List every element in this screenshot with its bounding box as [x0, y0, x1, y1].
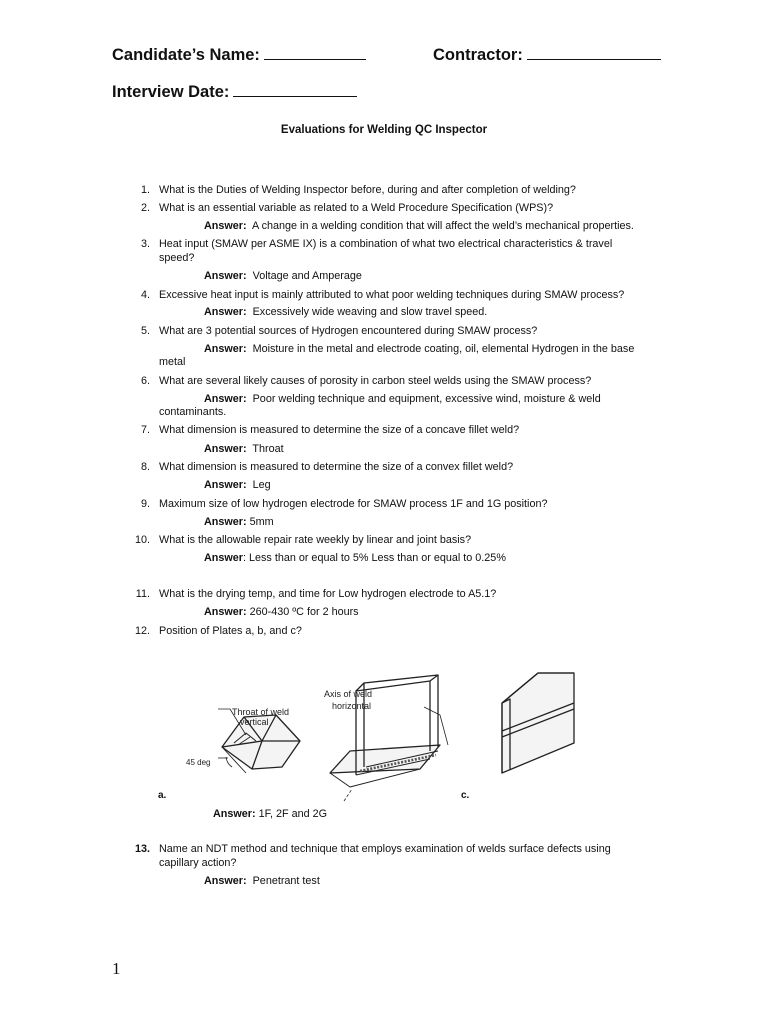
answer-label: Answer:: [204, 516, 247, 528]
answer-8: [204, 479, 271, 493]
answer-10: [204, 552, 506, 566]
answer-7: [204, 443, 284, 457]
question-number: 10.: [134, 534, 150, 546]
answer-text: 5mm: [249, 516, 274, 528]
answer-text: Leg: [252, 479, 271, 491]
interview-date-field: [112, 83, 357, 102]
answer-label: Answer:: [204, 606, 247, 618]
answer-label: Answer:: [204, 270, 247, 282]
answer-5: [204, 343, 634, 357]
question-number: 13.: [134, 843, 150, 855]
weld-position-figure: [0, 655, 768, 805]
interview-date-label: Interview Date:: [112, 83, 230, 101]
question-text: What is the Duties of Welding Inspector before, during and after completion of welding?: [159, 184, 576, 196]
answer-text: A change in a welding condition that will affect the weld’s mechanical properties.: [252, 220, 634, 232]
answer-label: Answer:: [204, 343, 247, 355]
question-number: 9.: [140, 498, 150, 510]
axis-label-1: Axis of weld: [324, 689, 373, 699]
candidate-name-blank: [264, 58, 366, 60]
answer-label: Answer: [204, 552, 244, 564]
question-number: 11.: [135, 588, 150, 600]
answer-5-continued: metal: [159, 356, 186, 368]
answer-text: 1F, 2F and 2G: [258, 808, 328, 820]
page-title: Evaluations for Welding QC Inspector: [280, 124, 488, 136]
answer-text: Voltage and Amperage: [252, 270, 362, 282]
answer-6-continued: contaminants.: [159, 406, 227, 418]
question-text: Heat input (SMAW per ASME IX) is a combination of what two electrical characteristics & travel speed?: [159, 238, 613, 264]
throat-label-2: vertical: [240, 717, 269, 727]
question-number: 2.: [140, 202, 150, 214]
question-text: What dimension is measured to determine the size of a convex fillet weld?: [159, 461, 514, 473]
answer-2: [204, 220, 634, 234]
question-number: 7.: [140, 424, 150, 436]
answer-6: [204, 393, 601, 407]
question-text: Position of Plates a, b, and c?: [159, 625, 302, 637]
question-text: Name an NDT method and technique that employs examination of welds surface defects using capillary action?: [159, 843, 611, 869]
question-number: 8.: [140, 461, 150, 473]
answer-text: Poor welding technique and equipment, excessive wind, moisture & weld: [252, 393, 601, 405]
answer-label: Answer:: [204, 443, 247, 455]
answer-text: Excessively wide weaving and slow travel speed.: [252, 306, 488, 318]
figure-label-a: a.: [158, 790, 167, 801]
question-text: What are 3 potential sources of Hydrogen encountered during SMAW process?: [159, 325, 538, 337]
answer-9: [204, 516, 274, 530]
throat-label-1: Throat of weld: [232, 707, 290, 717]
question-number: 4.: [140, 289, 150, 301]
answer-label: Answer:: [204, 393, 247, 405]
question-number: 3.: [140, 238, 150, 250]
answer-label: Answer:: [204, 306, 247, 318]
answer-11: [204, 606, 359, 620]
question-text: Maximum size of low hydrogen electrode for SMAW process 1F and 1G position?: [159, 498, 548, 510]
candidate-name-field: [112, 46, 366, 65]
answer-3: [204, 270, 362, 284]
answer-text: Penetrant test: [252, 875, 320, 887]
question-text: Excessive heat input is mainly attributed to what poor welding techniques during SMAW process?: [159, 289, 625, 301]
answer-text: : Less than or equal to 5% Less than or equal to 0.25%: [243, 552, 506, 564]
contractor-blank: [527, 58, 661, 60]
plate-c-groove-2g: [502, 673, 574, 773]
answer-12: [213, 808, 327, 822]
axis-label-2: horizontal: [332, 701, 372, 711]
interview-date-blank: [233, 95, 357, 97]
answer-4: [204, 306, 487, 320]
answer-label: Answer:: [204, 479, 247, 491]
question-text: What is the drying temp, and time for Low hydrogen electrode to A5.1?: [159, 588, 497, 600]
answer-text: Moisture in the metal and electrode coating, oil, elemental Hydrogen in the base: [252, 343, 635, 355]
question-number: 1.: [140, 184, 150, 196]
answer-text: 260-430 ºC for 2 hours: [249, 606, 359, 618]
question-text: What are several likely causes of porosity in carbon steel welds using the SMAW process?: [159, 375, 592, 387]
question-number: 12.: [134, 625, 150, 637]
figure-label-c: c.: [461, 790, 470, 801]
question-number: 6.: [140, 375, 150, 387]
question-number: 5.: [140, 325, 150, 337]
answer-13: [204, 875, 320, 889]
answer-text: Throat: [252, 443, 284, 455]
contractor-label: Contractor:: [433, 46, 523, 64]
page-number: 1: [112, 959, 121, 978]
answer-label: Answer:: [213, 808, 256, 820]
contractor-field: [433, 46, 661, 65]
question-text: What is an essential variable as related to a Weld Procedure Specification (WPS)?: [159, 202, 554, 214]
question-text: What dimension is measured to determine the size of a concave fillet weld?: [159, 424, 520, 436]
angle-label: 45 deg: [186, 758, 211, 767]
answer-label: Answer:: [204, 220, 247, 232]
candidate-name-label: Candidate’s Name:: [112, 46, 260, 64]
answer-label: Answer:: [204, 875, 247, 887]
question-text: What is the allowable repair rate weekly by linear and joint basis?: [159, 534, 472, 546]
